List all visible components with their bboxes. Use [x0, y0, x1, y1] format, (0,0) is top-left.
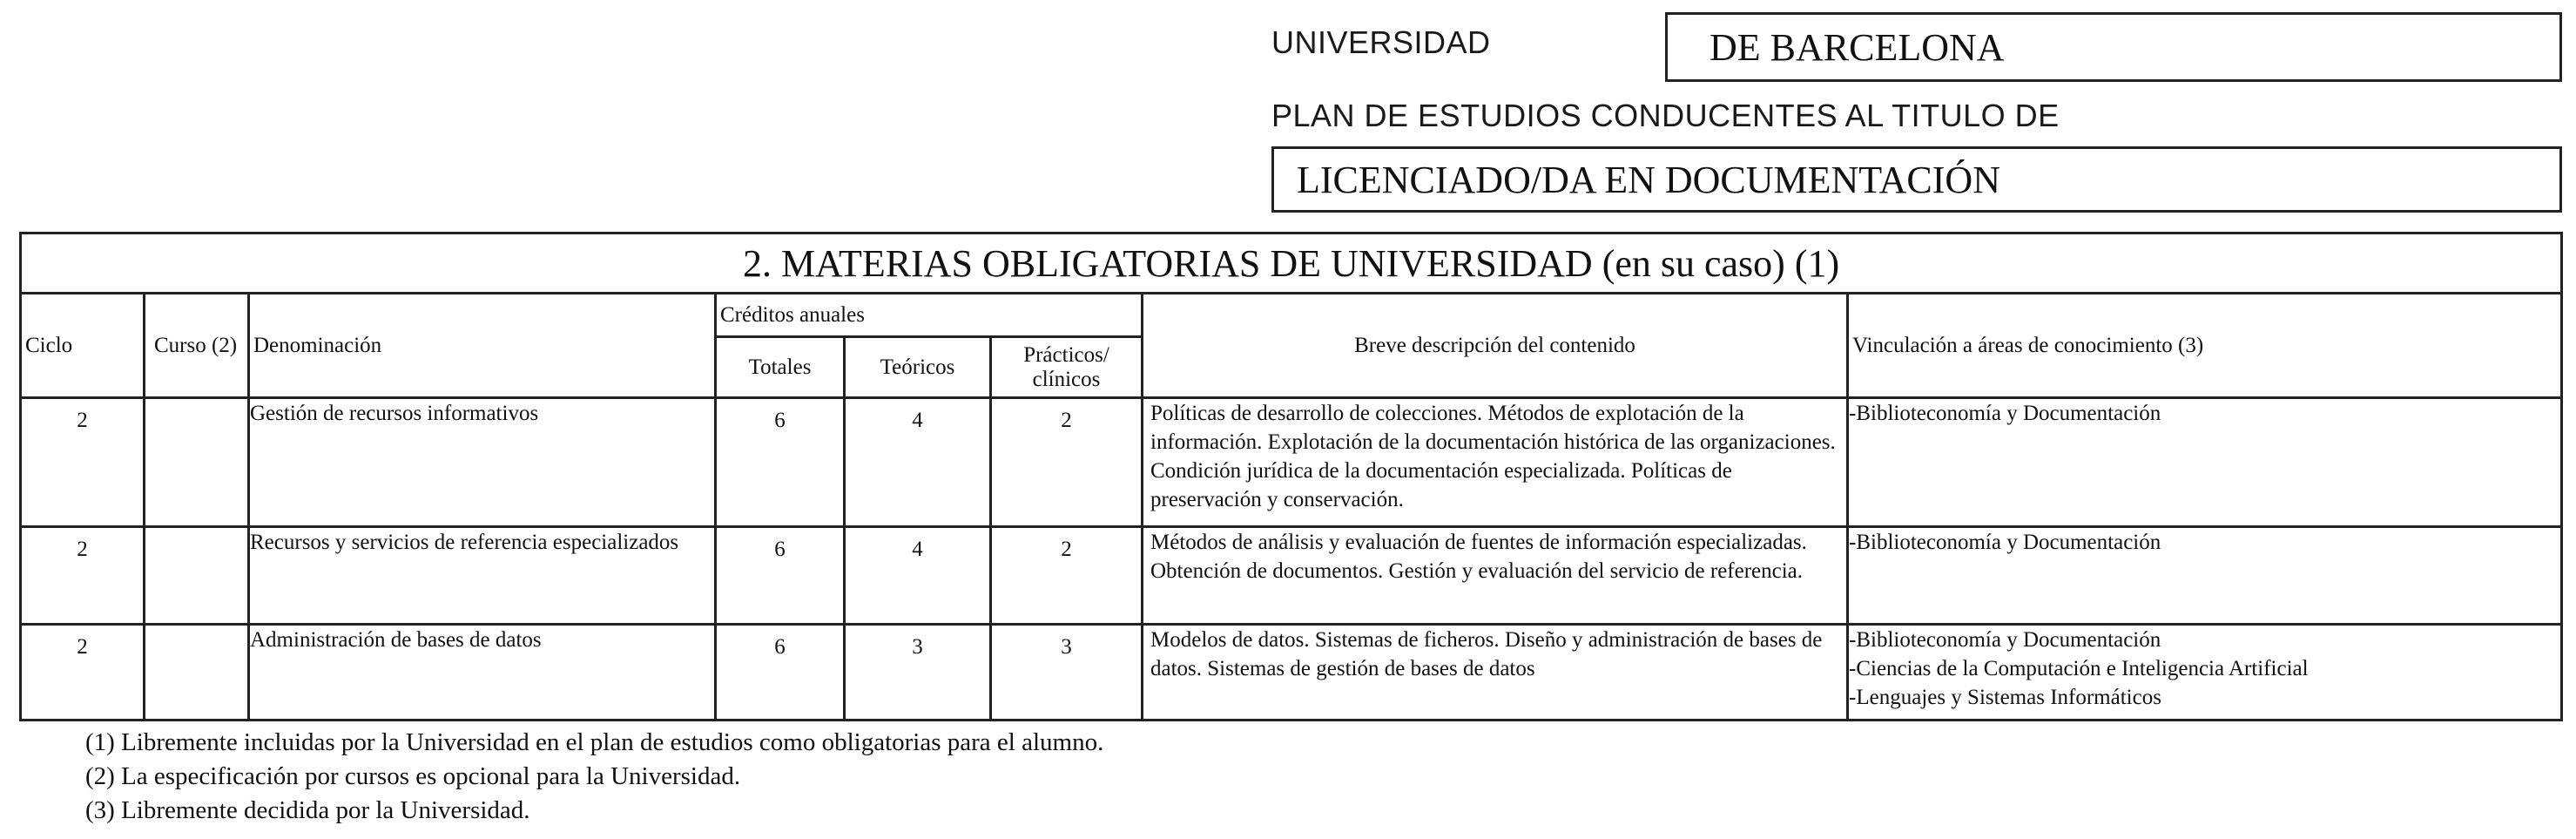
universidad-label: UNIVERSIDAD: [1271, 24, 1491, 60]
cell-teoricos: 4: [845, 527, 991, 625]
cell-ciclo: 2: [21, 527, 145, 625]
cell-practicos: 2: [991, 398, 1143, 527]
cell-practicos: 3: [991, 625, 1143, 721]
header-ciclo: Ciclo: [21, 294, 145, 398]
header-teoricos: Teóricos: [845, 337, 991, 398]
header-vinculacion: Vinculación a áreas de conocimiento (3): [1848, 294, 2562, 398]
cell-vinculacion: [1848, 398, 2562, 527]
footnote-1: (1) Libremente incluidas por la Universidad en el plan de estudios como obligatorias para el alumno.: [85, 728, 1104, 756]
materias-table: [19, 232, 2563, 721]
cell-denominacion: Recursos y servicios de referencia especializados: [249, 527, 716, 625]
cell-teoricos: 3: [845, 625, 991, 721]
vinculacion-item: -Biblioteconomía y Documentación: [1849, 402, 2161, 425]
footnote-2: (2) La especificación por cursos es opcional para la Universidad.: [85, 762, 741, 790]
header-descripcion: Breve descripción del contenido: [1143, 294, 1848, 398]
header-creditos: Créditos anuales: [716, 294, 1143, 337]
table-row: [21, 398, 2562, 527]
vinculacion-item: -Ciencias de la Computación e Inteligencia Artificial: [1849, 657, 2309, 680]
cell-denominacion: Gestión de recursos informativos: [249, 398, 716, 527]
cell-denominacion: Administración de bases de datos: [249, 625, 716, 721]
cell-totales: 6: [716, 398, 845, 527]
cell-descripcion: Métodos de análisis y evaluación de fuentes de información especializadas. Obtención de documentos. Gestión y evaluación del servicio de referencia.: [1143, 527, 1848, 625]
cell-practicos: 2: [991, 527, 1143, 625]
cell-ciclo: 2: [21, 625, 145, 721]
table-row: [21, 625, 2562, 721]
cell-vinculacion: [1848, 625, 2562, 721]
header-denominacion: Denominación: [249, 294, 716, 398]
cell-totales: 6: [716, 527, 845, 625]
cell-curso: [145, 398, 249, 527]
table-title: 2. MATERIAS OBLIGATORIAS DE UNIVERSIDAD (en su caso) (1): [21, 233, 2562, 294]
universidad-value-box: DE BARCELONA: [1665, 12, 2562, 82]
footnote-3: (3) Libremente decidida por la Universidad.: [85, 796, 530, 824]
plan-label: PLAN DE ESTUDIOS CONDUCENTES AL TITULO DE: [1271, 98, 2060, 133]
cell-ciclo: 2: [21, 398, 145, 527]
cell-descripcion: Modelos de datos. Sistemas de ficheros. Diseño y administración de bases de datos. Sistemas de gestión de bases de datos: [1143, 625, 1848, 721]
vinculacion-item: -Biblioteconomía y Documentación: [1849, 628, 2161, 652]
cell-totales: 6: [716, 625, 845, 721]
vinculacion-item: -Biblioteconomía y Documentación: [1849, 531, 2161, 554]
vinculacion-item: -Lenguajes y Sistemas Informáticos: [1849, 686, 2161, 709]
cell-descripcion: Políticas de desarrollo de colecciones. Métodos de explotación de la información. Explotación de la documentación histórica de las organizaciones. Condición jurídica de la documentación especializada. Políticas de preservación y conservación.: [1143, 398, 1848, 527]
header-practicos: Prácticos/ clínicos: [991, 337, 1143, 398]
titulo-value-box: LICENCIADO/DA EN DOCUMENTACIÓN: [1271, 146, 2562, 213]
table-row: [21, 527, 2562, 625]
cell-vinculacion: [1848, 527, 2562, 625]
cell-teoricos: 4: [845, 398, 991, 527]
cell-curso: [145, 625, 249, 721]
header-totales: Totales: [716, 337, 845, 398]
header-curso: Curso (2): [145, 294, 249, 398]
cell-curso: [145, 527, 249, 625]
